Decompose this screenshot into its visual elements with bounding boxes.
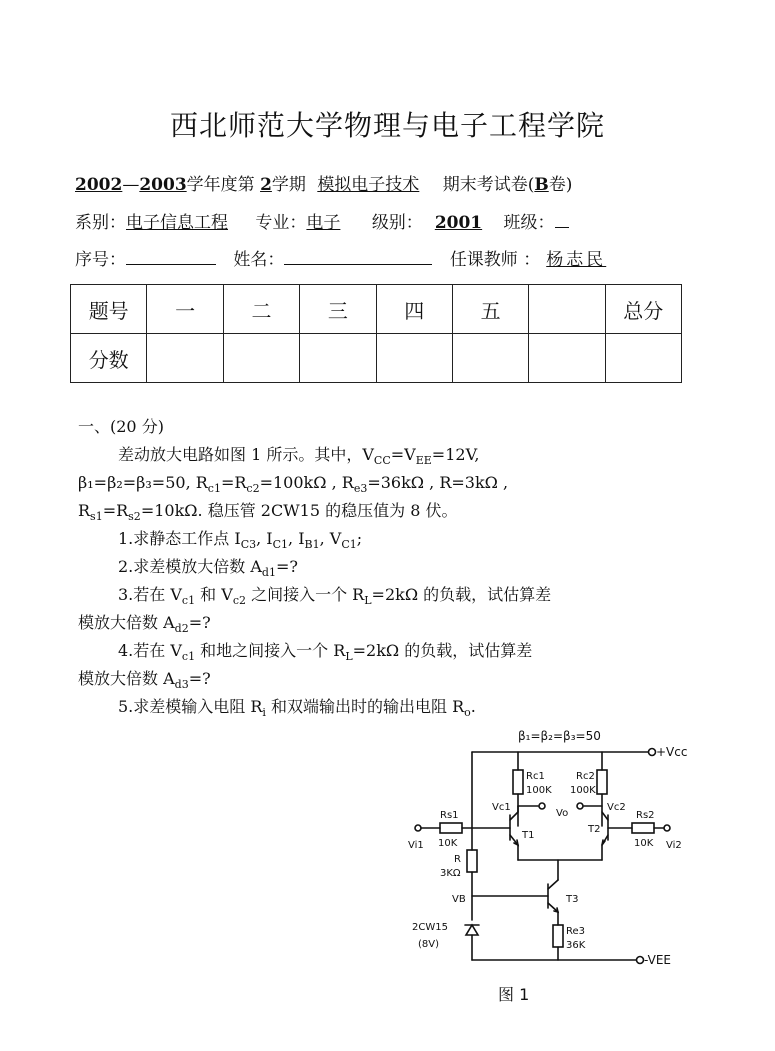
text: =? [188, 613, 211, 632]
text: 模放大倍数 A [78, 613, 175, 632]
class-label: 班级： [503, 213, 555, 233]
text: 5.求差模输入电阻 R [118, 697, 263, 716]
dept-label: 系别： [75, 213, 126, 233]
text: . [470, 697, 476, 716]
text: 之间接入一个 R [246, 585, 365, 604]
text: =36kΩ , R=3kΩ , [367, 473, 509, 492]
sub: C1 [272, 538, 289, 552]
vcc-label: +Vcc [656, 745, 688, 759]
vo-label: Vo [556, 808, 569, 819]
score-cell-q5: 五 [452, 285, 528, 334]
seq-label: 序号： [75, 250, 126, 270]
sub: e3 [353, 482, 368, 496]
text: R [78, 501, 91, 520]
text: =100kΩ , R [259, 473, 354, 492]
text: =12V, [431, 445, 480, 464]
sub: d2 [174, 622, 189, 636]
text: =2kΩ 的负载，试估算差 [352, 641, 533, 660]
sub: i [262, 706, 266, 720]
text: , V [319, 529, 342, 548]
sub: s1 [90, 510, 103, 524]
text: ; [356, 529, 363, 548]
sub: EE [415, 454, 432, 468]
sub: s2 [128, 510, 141, 524]
exam-text-1: 学年度第 [186, 175, 255, 195]
rc2-value: 100K [570, 785, 596, 796]
figure-caption: 图 1 [498, 985, 530, 1004]
text: 2.求差模放大倍数 A [118, 557, 262, 576]
dept-value: 电子信息工程 [126, 213, 228, 233]
name-label: 姓名： [233, 250, 285, 270]
text: =? [275, 557, 298, 576]
zener-value: (8V) [418, 939, 440, 950]
sub: c1 [181, 594, 196, 608]
sub: c2 [232, 594, 246, 608]
year-end: 2003 [139, 175, 187, 195]
text: 和地之间接入一个 R [195, 641, 346, 660]
text: =R [220, 473, 247, 492]
vi2-label: Vi2 [666, 840, 682, 851]
sub: d3 [174, 678, 189, 692]
grade-value: 2001 [434, 213, 483, 233]
text: =R [102, 501, 129, 520]
sub: o [464, 706, 471, 720]
rs2-value: 10K [634, 838, 654, 849]
teacher-value: 杨志民 [546, 250, 607, 270]
text: =2kΩ 的负载，试估算差 [371, 585, 552, 604]
vi1-label: Vi1 [408, 840, 424, 851]
year-start: 2002 [75, 175, 123, 195]
sub: c1 [207, 482, 221, 496]
sub: c2 [246, 482, 260, 496]
t3-label: T3 [566, 894, 579, 905]
t1-label: T1 [522, 830, 535, 841]
text: 4.若在 V [118, 641, 182, 660]
vee-label: -VEE [644, 953, 671, 967]
sub: d1 [261, 566, 276, 580]
question-heading: 一、(20 分) [78, 417, 164, 436]
score-row-label: 分数 [71, 334, 147, 383]
term-number: 2 [260, 175, 272, 195]
rs1-label: Rs1 [440, 810, 459, 821]
re3-value: 36K [566, 940, 586, 951]
text: 差动放大电路如图 1 所示。其中，V [118, 445, 374, 464]
text: 和双端输出时的输出电阻 R [265, 697, 465, 716]
score-cell-q4: 四 [376, 285, 452, 334]
major-value: 电子 [306, 213, 341, 233]
zener-label: 2CW15 [412, 922, 448, 933]
exam-text-3: 期末考试卷( [442, 175, 535, 195]
score-cell-q1: 一 [147, 285, 223, 334]
t2-label: T2 [588, 824, 601, 835]
beta-label: β₁=β₂=β₃=50 [518, 729, 601, 743]
score-cell-q3: 三 [300, 285, 376, 334]
rs2-label: Rs2 [636, 810, 655, 821]
r-label: R [454, 854, 461, 865]
score-cell-total: 总分 [605, 285, 681, 334]
major-label: 专业： [255, 213, 307, 233]
sub: B1 [304, 538, 320, 552]
paper-letter: B [534, 175, 549, 195]
sub: c1 [181, 650, 196, 664]
vb-label: VB [452, 894, 466, 905]
teacher-label: 任课教师 ： [449, 250, 541, 270]
re3-label: Re3 [566, 926, 586, 937]
vc2-label: Vc2 [607, 802, 626, 813]
r-value: 3KΩ [440, 868, 461, 879]
text: , I [288, 529, 305, 548]
grade-label: 级别： [371, 213, 423, 233]
exam-text-4: 卷) [548, 175, 573, 195]
sub: L [364, 594, 372, 608]
text: =10kΩ. 稳压管 2CW15 的稳压值为 8 伏。 [140, 501, 458, 520]
rc1-label: Rc1 [526, 771, 545, 782]
rc2-label: Rc2 [576, 771, 595, 782]
year-dash: — [122, 175, 140, 195]
vc1-label: Vc1 [492, 802, 511, 813]
text: 模放大倍数 A [78, 669, 175, 688]
text: , I [256, 529, 273, 548]
text: 1.求静态工作点 I [118, 529, 241, 548]
exam-text-2: 学期 [271, 175, 306, 195]
rs1-value: 10K [438, 838, 458, 849]
text: β₁=β₂=β₃=50, R [78, 473, 208, 492]
text: 和 V [195, 585, 233, 604]
sub: C1 [341, 538, 357, 552]
sub: CC [373, 454, 391, 468]
school-title: 西北师范大学物理与电子工程学院 [169, 109, 605, 142]
score-cell-label: 题号 [71, 285, 147, 334]
sub: L [345, 650, 353, 664]
text: =? [188, 669, 211, 688]
text: =V [390, 445, 416, 464]
course-name: 模拟电子技术 [317, 175, 420, 195]
text: 3.若在 V [118, 585, 182, 604]
sub: C3 [240, 538, 257, 552]
score-cell-q2: 二 [223, 285, 299, 334]
rc1-value: 100K [526, 785, 552, 796]
